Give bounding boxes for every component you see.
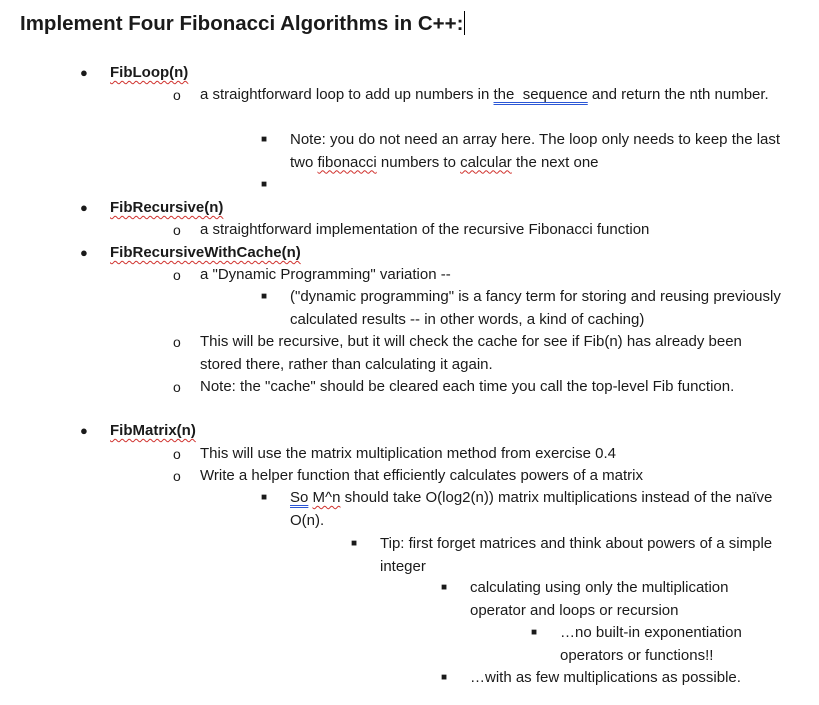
square-bullet-icon: ■: [441, 582, 448, 593]
circle-bullet-icon: o: [173, 222, 181, 238]
fibmatrix-tip-last: …with as few multiplications as possible.: [470, 669, 741, 686]
square-bullet-icon: ■: [531, 627, 538, 638]
list-item-fibcache: [80, 242, 301, 265]
fibloop-desc-start: a straightforward loop to add up numbers in: [200, 86, 494, 103]
fibcache-point3: Note: the "cache" should be cleared each time you call the top-level Fib function.: [200, 378, 735, 395]
square-bullet-icon: ■: [351, 538, 358, 549]
square-bullet-icon: ■: [261, 291, 268, 302]
text-cursor: [464, 11, 465, 35]
circle-bullet-icon: o: [173, 267, 181, 283]
bullet-icon: ●: [80, 65, 88, 80]
list-item-fibloop-desc: [173, 84, 800, 107]
fibcache-point2: This will be recursive, but it will check the cache for see if Fib(n) has already been stored there, rather than calculating it again.: [200, 333, 742, 373]
fibcache-description: a "Dynamic Programming" variation --: [200, 266, 451, 283]
fibcache-name: FibRecursiveWithCache(n): [110, 244, 301, 261]
fibrecursive-description: a straightforward implementation of the recursive Fibonacci function: [200, 221, 650, 238]
fibrecursive-name: FibRecursive(n): [110, 199, 224, 216]
fibloop-note: [290, 129, 800, 174]
circle-bullet-icon: o: [173, 87, 181, 103]
list-item-fibcache-point3: [173, 376, 740, 399]
fibmatrix-tip: Tip: first forget matrices and think about powers of a simple integer: [380, 535, 773, 575]
list-item-fibmatrix-tip: [351, 533, 780, 578]
list-item-fibcache-subnote: [261, 286, 790, 331]
misspelled-word[interactable]: fibonacci: [317, 153, 377, 171]
fibloop-note-end: the next one: [511, 153, 599, 171]
misspelled-word[interactable]: calcular: [460, 153, 512, 171]
fibmatrix-name: FibMatrix(n): [110, 422, 196, 439]
circle-bullet-icon: o: [173, 379, 181, 395]
square-bullet-icon: ■: [441, 672, 448, 683]
fibloop-desc-end: and return the nth number.: [587, 86, 769, 103]
list-item-fibmatrix-tip-sub: [441, 577, 770, 622]
bullet-icon: ●: [80, 423, 88, 438]
misspelled-word[interactable]: M^n: [312, 489, 341, 506]
title-text: Implement Four Fibonacci Algorithms in C++:: [20, 12, 464, 35]
fibmatrix-tip-subsub: …no built-in exponentiation operators or functions!!: [560, 624, 742, 664]
fibloop-note-start: Note: you do not need an array here. The loop only needs to keep the last two: [290, 131, 781, 171]
list-item-fibmatrix-tip-subsub: [531, 622, 775, 667]
fibmatrix-tip-sub: calculating using only the multiplication operator and loops or recursion: [470, 579, 729, 619]
list-item-fibmatrix-point2: [173, 465, 800, 488]
fibloop-note-middle: numbers to: [376, 153, 461, 171]
fibmatrix-power-rest: should take O(log2(n)) matrix multiplications instead of the naïve O(n).: [290, 489, 773, 529]
fibloop-name: FibLoop(n): [110, 64, 189, 81]
list-item-fibrecursive-desc: [173, 219, 800, 242]
list-item-fibcache-desc: [173, 264, 800, 287]
bullet-icon: ●: [80, 200, 88, 215]
list-item-fibmatrix-tip-last: [441, 667, 800, 690]
square-bullet-icon: ■: [261, 179, 268, 190]
circle-bullet-icon: o: [173, 446, 181, 462]
fibmatrix-point1: This will use the matrix multiplication method from exercise 0.4: [200, 445, 616, 462]
fibcache-subnote: ("dynamic programming" is a fancy term for storing and reusing previously calculated results -- in other words, a kind of caching): [290, 288, 781, 328]
grammar-flagged-text[interactable]: the sequence: [493, 86, 588, 103]
list-item-fibloop-note: [261, 129, 800, 174]
square-bullet-icon: ■: [261, 492, 268, 503]
fibmatrix-power-note: [290, 487, 802, 532]
list-item-fibcache-point2: [173, 331, 775, 376]
grammar-flagged-word[interactable]: So: [290, 489, 309, 506]
list-item-fibmatrix-point1: [173, 443, 800, 466]
bullet-icon: ●: [80, 245, 88, 260]
fibloop-description: [200, 84, 800, 107]
list-item-fibloop: [80, 62, 189, 85]
list-item-fibmatrix-power: [261, 487, 802, 532]
fibmatrix-point2: Write a helper function that efficiently calculates powers of a matrix: [200, 467, 643, 484]
document-title: [20, 11, 465, 36]
list-item-fibmatrix: [80, 420, 196, 443]
circle-bullet-icon: o: [173, 468, 181, 484]
circle-bullet-icon: o: [173, 334, 181, 350]
list-item-fibrecursive: [80, 197, 224, 220]
square-bullet-icon: ■: [261, 134, 268, 145]
